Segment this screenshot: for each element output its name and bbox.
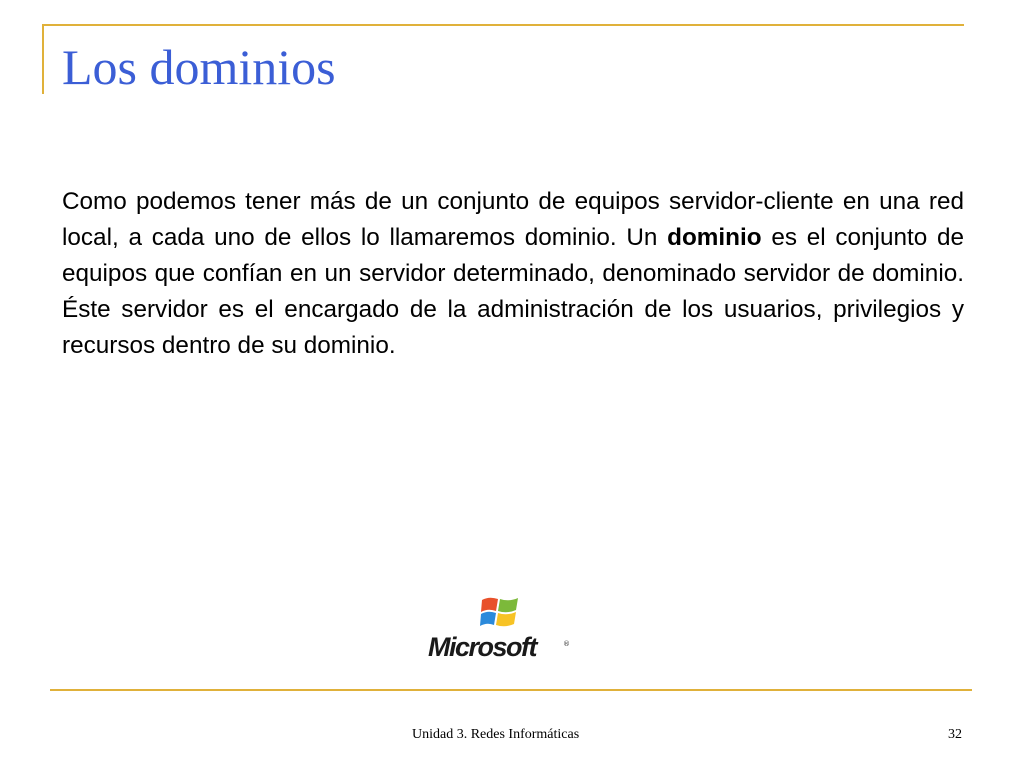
registered-mark: ®	[563, 640, 570, 648]
footer-text: Unidad 3. Redes Informáticas	[412, 727, 580, 742]
slide-title: Los dominios	[62, 39, 336, 95]
paragraph-bold-term: dominio	[667, 224, 762, 251]
microsoft-wordmark: Microsoft	[428, 632, 536, 662]
windows-flag-icon	[480, 592, 520, 634]
paragraph-text-2: es el conjunto de equipos que confían en un servidor determinado, denominado servidor de dominio. Éste servidor es el encargado de la administración de los usuarios, privilegios y recursos dentro de su dominio.	[62, 224, 964, 359]
microsoft-logo	[428, 592, 570, 668]
top-accent-line	[42, 24, 964, 26]
page-number: 32	[948, 727, 962, 742]
paragraph-text-1: Como podemos tener más de un conjunto de equipos servidor-cliente en una red local, a cada uno de ellos lo llamaremos dominio. Un	[62, 188, 964, 251]
footer-divider	[50, 689, 972, 691]
body-paragraph	[62, 184, 964, 364]
left-accent-line	[42, 24, 44, 94]
